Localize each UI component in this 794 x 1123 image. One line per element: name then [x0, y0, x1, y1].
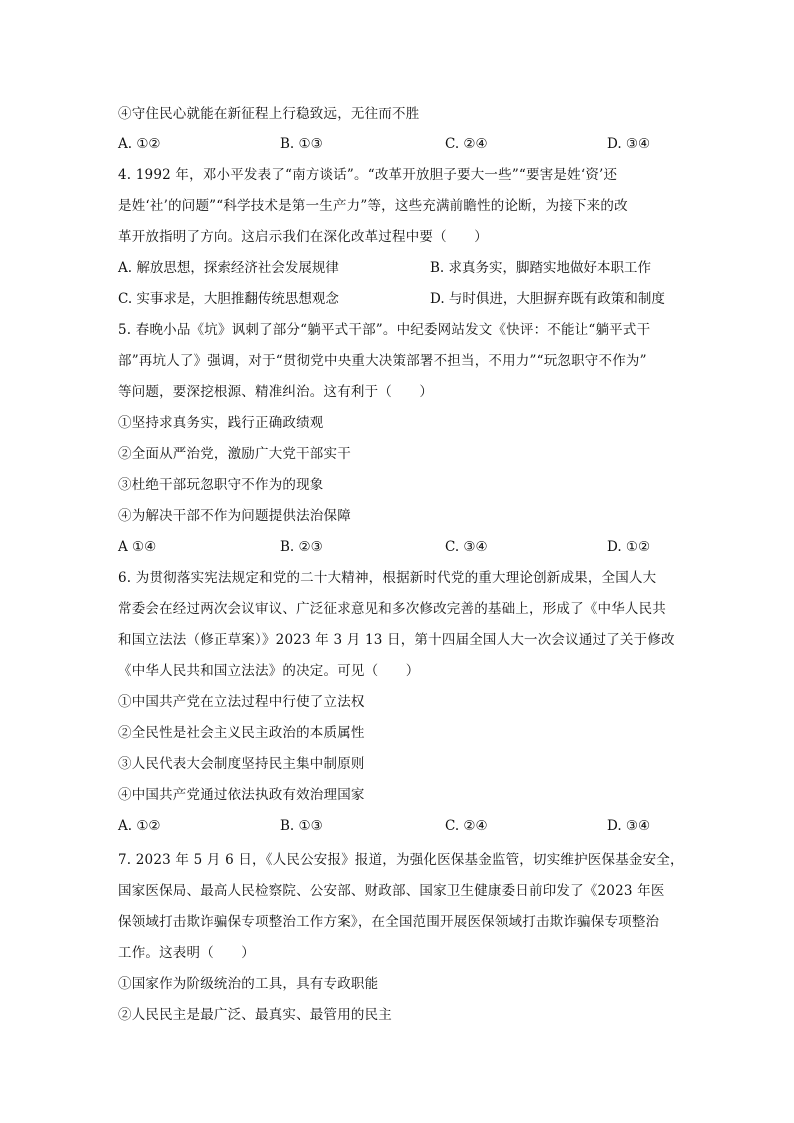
q6-item-1: ①中国共产党在立法过程中行使了立法权 — [118, 694, 365, 710]
q7-stem-line-3: 保领域打击欺诈骗保专项整治工作方案》，在全国范围开展医保领域打击欺诈骗保专项整治 — [118, 914, 660, 930]
q7-stem-line-2: 国家医保局、最高人民检察院、公安部、财政部、国家卫生健康委日前印发了《2023 年医 — [118, 883, 665, 899]
q6-option-c[interactable]: C. ②④ — [445, 818, 488, 834]
q4-option-c[interactable]: C. 实事求是，大胆推翻传统思想观念 — [118, 291, 339, 307]
q3-option-b[interactable]: B. ①③ — [280, 136, 323, 152]
q5-stem-line-1: 5. 春晚小品《坑》讽刺了部分“躺平式干部”。中纪委网站发文《快评：不能让“躺平式干 — [118, 322, 651, 338]
q5-item-2: ②全面从严治党，激励广大党干部实干 — [118, 446, 351, 462]
q6-stem-line-4: 《中华人民共和国立法法》的决定。可见（ ） — [118, 663, 420, 679]
q3-options — [118, 134, 678, 154]
q3-option-a[interactable]: A. ①② — [118, 136, 161, 152]
q5-item-4: ④为解决干部不作为问题提供法治保障 — [118, 508, 351, 524]
q4-option-a[interactable]: A. 解放思想，探索经济社会发展规律 — [118, 260, 339, 276]
q5-option-c[interactable]: C. ③④ — [445, 539, 488, 555]
q5-options — [118, 537, 678, 557]
q6-option-b[interactable]: B. ①③ — [280, 818, 323, 834]
q7-stem-line-1: 7. 2023 年 5 月 6 日，《人民公安报》报道，为强化医保基金监管，切实维护医保基金安全， — [118, 852, 684, 868]
q4-options-row-1 — [118, 258, 678, 278]
q4-option-b[interactable]: B. 求真务实，脚踏实地做好本职工作 — [430, 260, 652, 276]
q6-item-2: ②全民性是社会主义民主政治的本质属性 — [118, 725, 365, 741]
q6-item-3: ③人民代表大会制度坚持民主集中制原则 — [118, 756, 365, 772]
q6-item-4: ④中国共产党通过依法执政有效治理国家 — [118, 787, 365, 803]
q4-options-row-2 — [118, 289, 678, 309]
q4-option-d[interactable]: D. 与时俱进，大胆摒弃既有政策和制度 — [430, 291, 665, 307]
q4-stem-line-2: 是姓‘社’的问题”“科学技术是第一生产力”等，这些充满前瞻性的论断，为接下来的改 — [118, 198, 628, 214]
q6-stem-line-3: 和国立法法（修正草案）》2023 年 3 月 13 日，第十四届全国人大一次会议通过了关于修改 — [118, 632, 675, 648]
q5-stem-line-3: 等问题，要深挖根源、精准纠治。这有利于（ ） — [118, 384, 434, 400]
q6-options — [118, 816, 678, 836]
q5-stem-line-2: 部”再坑人了》强调，对于“贯彻党中央重大决策部署不担当，不用力”“玩忽职守不作为” — [118, 353, 647, 369]
q6-stem-line-1: 6. 为贯彻落实宪法规定和党的二十大精神，根据新时代党的重大理论创新成果，全国人大 — [118, 570, 657, 586]
q5-item-1: ①坚持求真务实，践行正确政绩观 — [118, 415, 324, 431]
q4-stem-line-3: 革开放指明了方向。这启示我们在深化改革过程中要（ ） — [118, 229, 488, 245]
q5-option-b[interactable]: B. ②③ — [280, 539, 323, 555]
q3-option-c[interactable]: C. ②④ — [445, 136, 488, 152]
q3-item-4: ④守住民心就能在新征程上行稳致远，无往而不胜 — [118, 106, 420, 122]
q6-option-d[interactable]: D. ③④ — [607, 818, 651, 834]
q5-item-3: ③杜绝干部玩忽职守不作为的现象 — [118, 477, 324, 493]
q3-option-d[interactable]: D. ③④ — [607, 136, 651, 152]
q7-item-2: ②人民民主是最广泛、最真实、最管用的民主 — [118, 1007, 392, 1023]
q5-option-d[interactable]: D. ①② — [607, 539, 651, 555]
q5-option-a[interactable]: A ①④ — [118, 539, 157, 555]
q6-option-a[interactable]: A. ①② — [118, 818, 161, 834]
q6-stem-line-2: 常委会在经过两次会议审议、广泛征求意见和多次修改完善的基础上，形成了《中华人民共 — [118, 601, 666, 617]
q7-stem-line-4: 工作。这表明（ ） — [118, 945, 255, 961]
q4-stem-line-1: 4. 1992 年，邓小平发表了“南方谈话”。“改革开放胆子要大一些”“要害是姓‘资’还 — [118, 167, 618, 183]
q7-item-1: ①国家作为阶级统治的工具，具有专政职能 — [118, 976, 379, 992]
